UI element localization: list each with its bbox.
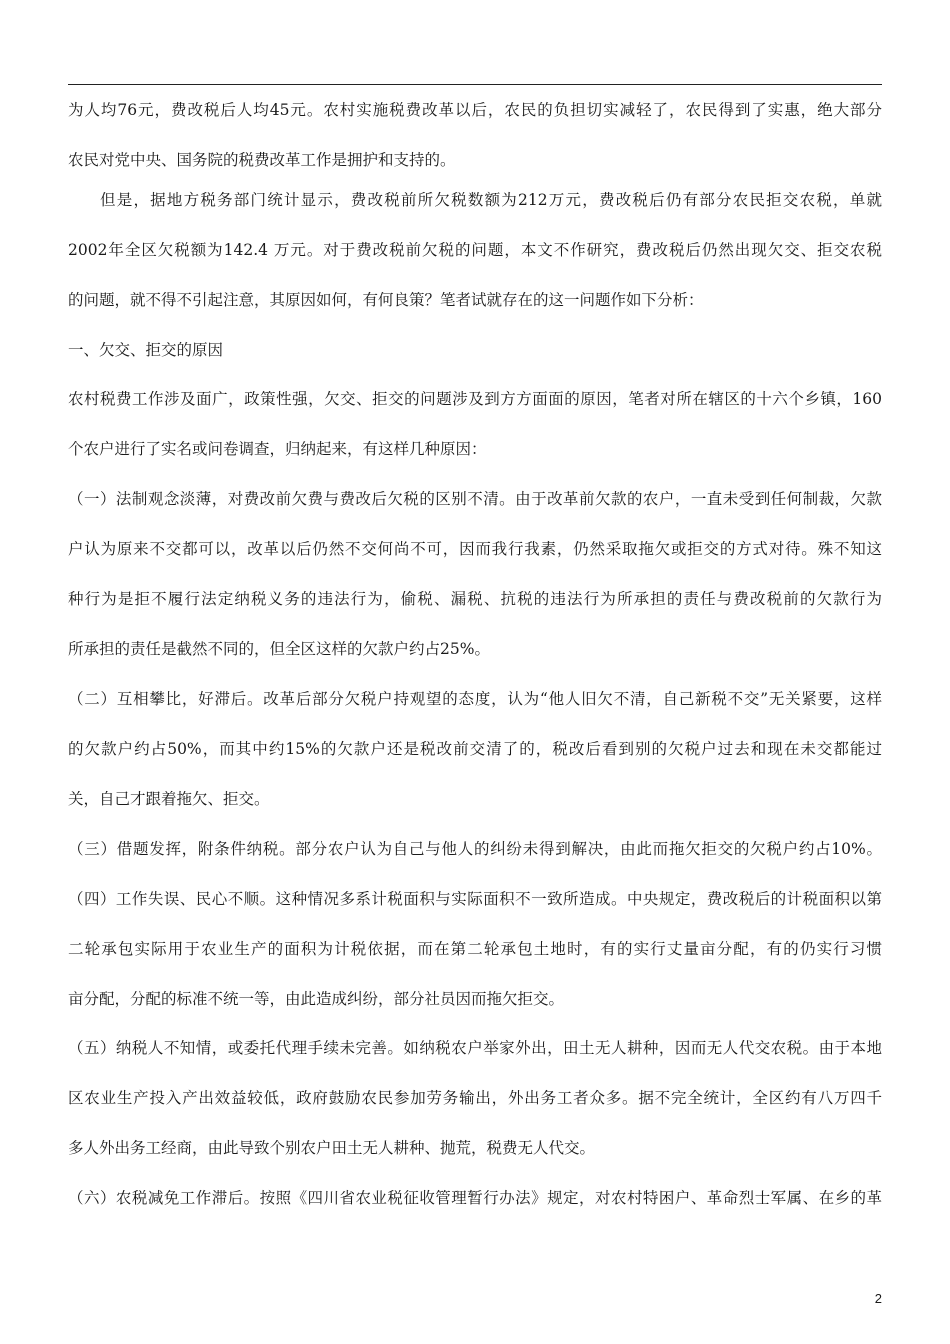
text-line: 亩分配，分配的标准不统一等，由此造成纠纷，部分社员因而拖欠拒交。 — [68, 990, 565, 1008]
text-line: 为人均76元，费改税后人均45元。农村实施税费改革以后，农民的负担切实减轻了，农民得到了实惠，绝大部分 — [68, 101, 882, 119]
text-line: （三）借题发挥，附条件纳税。部分农户认为自己与他人的纠纷未得到解决，由此而拖欠拒交的欠税户约占10%。 — [68, 840, 882, 858]
text-line: 区农业生产投入产出效益较低，政府鼓励农民参加劳务输出，外出务工者众多。据不完全统计，全区约有八万四千 — [68, 1089, 882, 1107]
text-line: 所承担的责任是截然不同的，但全区这样的欠款户约占25%。 — [68, 640, 490, 658]
text-line: 但是，据地方税务部门统计显示，费改税前所欠税数额为212万元，费改税后仍有部分农民拒交农税，单就 — [100, 191, 882, 209]
text-line: 农村税费工作涉及面广，政策性强，欠交、拒交的问题涉及到方方面面的原因，笔者对所在辖区的十六个乡镇，160 — [68, 390, 882, 408]
text-line: （四）工作失误、民心不顺。这种情况多系计税面积与实际面积不一致所造成。中央规定，费改税后的计税面积以第 — [68, 890, 882, 908]
page-number: 2 — [874, 1291, 882, 1306]
text-line: 的欠款户约占50%，而其中约15%的欠款户还是税改前交清了的，税改后看到别的欠税户过去和现在未交都能过 — [68, 740, 882, 758]
text-line: 多人外出务工经商，由此导致个别农户田土无人耕种、抛荒，税费无人代交。 — [68, 1139, 596, 1157]
header-rule — [68, 84, 882, 85]
section-heading: 一、欠交、拒交的原因 — [68, 341, 224, 359]
text-line: 种行为是拒不履行法定纳税义务的违法行为，偷税、漏税、抗税的违法行为所承担的责任与费改税前的欠款行为 — [68, 590, 882, 608]
text-line: 户认为原来不交都可以，改革以后仍然不交何尚不可，因而我行我素，仍然采取拖欠或拒交的方式对待。殊不知这 — [68, 540, 882, 558]
text-line: （六）农税减免工作滞后。按照《四川省农业税征收管理暂行办法》规定，对农村特困户、革命烈士军属、在乡的革 — [68, 1189, 882, 1207]
text-line: 二轮承包实际用于农业生产的面积为计税依据，而在第二轮承包土地时，有的实行丈量亩分配，有的仍实行习惯 — [68, 940, 882, 958]
text-line: （一）法制观念淡薄，对费改前欠费与费改后欠税的区别不清。由于改革前欠款的农户，一直未受到任何制裁，欠款 — [68, 490, 882, 508]
text-line: 农民对党中央、国务院的税费改革工作是拥护和支持的。 — [68, 151, 456, 169]
text-line: （二）互相攀比，好滞后。改革后部分欠税户持观望的态度，认为“他人旧欠不清，自己新税不交”无关紧要，这样 — [68, 690, 882, 708]
text-line: 2002年全区欠税额为142.4 万元。对于费改税前欠税的问题，本文不作研究，费改税后仍然出现欠交、拒交农税 — [68, 241, 882, 259]
text-line: 个农户进行了实名或问卷调查，归纳起来，有这样几种原因： — [68, 440, 487, 458]
text-line: 的问题，就不得不引起注意，其原因如何，有何良策？笔者试就存在的这一问题作如下分析： — [68, 291, 704, 309]
text-line: （五）纳税人不知情，或委托代理手续未完善。如纳税农户举家外出，田土无人耕种，因而无人代交农税。由于本地 — [68, 1039, 882, 1057]
text-line: 关，自己才跟着拖欠、拒交。 — [68, 790, 270, 808]
